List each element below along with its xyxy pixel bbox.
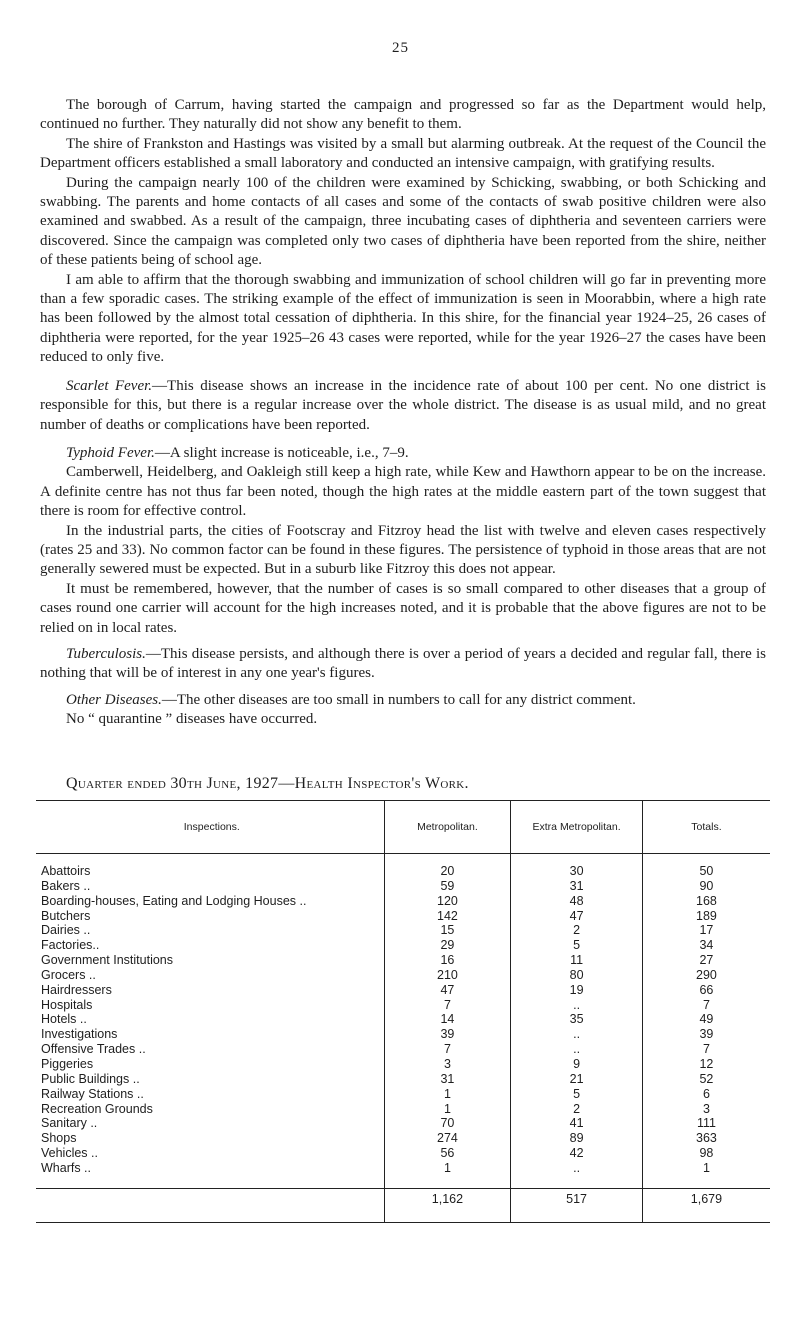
page-number: 25 (392, 40, 409, 56)
scarlet-fever-text: —This disease shows an increase in the incidence rate of about 100 per cent. No one district is responsible for this, but there is a regular increase over the whole district. The disease is as usual mild, and no great number of deaths or complications have been reported. (40, 377, 766, 433)
row-extra-metropolitan: 30 (511, 864, 643, 879)
table-row (36, 1116, 770, 1131)
table-row (36, 938, 770, 953)
heading-other-diseases: Other Diseases. (66, 691, 162, 708)
row-total: 168 (642, 894, 770, 909)
row-extra-metropolitan: .. (511, 1027, 643, 1042)
paragraph-carrum: The borough of Carrum, having started the campaign and progressed so far as the Department would help, continued no further. They naturally did not show any benefit to them. (40, 97, 766, 133)
row-extra-metropolitan: .. (511, 998, 643, 1013)
row-metropolitan: 1 (384, 1161, 511, 1176)
grand-total: 1,679 (642, 1188, 770, 1222)
row-metropolitan: 1 (384, 1102, 511, 1117)
totals-label (36, 1188, 384, 1222)
header-extra-metropolitan: Extra Metropolitan. (511, 801, 643, 854)
row-extra-metropolitan: 11 (511, 953, 643, 968)
row-total: 17 (642, 923, 770, 938)
row-name: Hospitals (41, 997, 93, 1012)
paragraph-frankston: The shire of Frankston and Hastings was visited by a small but alarming outbreak. At the request of the Council the Department officers established a small laboratory and conducted an intensive campaign, with gratifying results. (40, 135, 766, 172)
row-metropolitan: 7 (384, 998, 511, 1013)
row-extra-metropolitan: 42 (511, 1146, 643, 1161)
row-extra-metropolitan: 9 (511, 1057, 643, 1072)
row-extra-metropolitan: 35 (511, 1012, 643, 1027)
row-extra-metropolitan: 5 (511, 938, 643, 953)
row-total: 12 (642, 1057, 770, 1072)
row-total: 66 (642, 983, 770, 998)
heading-scarlet-fever: Scarlet Fever. (66, 377, 153, 394)
typhoid-fever-text: —A slight increase is noticeable, i.e., 7–9. (154, 444, 409, 461)
row-total: 50 (642, 864, 770, 879)
row-total: 98 (642, 1146, 770, 1161)
row-metropolitan: 7 (384, 1042, 511, 1057)
row-metropolitan: 120 (384, 894, 511, 909)
row-extra-metropolitan: 19 (511, 983, 643, 998)
table-row (36, 968, 770, 983)
row-total: 111 (642, 1116, 770, 1131)
table-row (36, 879, 770, 894)
table-caption-text: Quarter ended 30th June, 1927—Health Inspector's Work. (66, 775, 469, 792)
header-inspections: Inspections. (36, 801, 384, 854)
row-name: Hairdressers (41, 982, 112, 997)
row-name: Government Institutions (41, 953, 174, 968)
paragraph-typhoid-fever (40, 444, 766, 463)
row-name: Abattoirs (41, 864, 91, 878)
row-extra-metropolitan: 89 (511, 1131, 643, 1146)
table-header-row (36, 801, 770, 854)
totals-row (36, 1188, 770, 1222)
row-name: Bakers .. (41, 878, 91, 893)
row-metropolitan: 1 (384, 1087, 511, 1102)
paragraph-camberwell: Camberwell, Heidelberg, and Oakleigh still keep a high rate, while Kew and Hawthorn appear to be on the increase. A definite centre has not thus far been noted, though the high rates at the middle eastern part of the town suggest that there is room for effective control. (40, 464, 766, 520)
row-name: Factories.. (41, 938, 100, 953)
table-row (36, 1057, 770, 1072)
table-row (36, 894, 770, 909)
row-name: Investigations (41, 1027, 118, 1042)
body-text (40, 96, 766, 730)
table-row (36, 1146, 770, 1161)
tuberculosis-text: —This disease persists, and although there is over a period of years a decided and regular fall, there is nothing that will be of interest in any one year's figures. (40, 645, 766, 682)
paragraph-campaign: During the campaign nearly 100 of the children were examined by Schicking, swabbing, or both Schicking and swabbing. The parents and home contacts of all cases and some of the contacts of swab positive children were also examined and swabbed. As a result of the campaign, three incubating cases of diphtheria and seventeen carriers were discovered. Since the campaign was completed only two cases of diphtheria have been reported from the shire, neither of these patients being of school age. (40, 174, 766, 269)
row-total: 39 (642, 1027, 770, 1042)
table-row (36, 923, 770, 938)
table-body (36, 854, 770, 1222)
row-metropolitan: 70 (384, 1116, 511, 1131)
table-caption (66, 775, 766, 793)
row-extra-metropolitan: 47 (511, 909, 643, 924)
table-row (36, 953, 770, 968)
paragraph-carrier: It must be remembered, however, that the number of cases is so small compared to other diseases that a group of cases round one carrier will account for the high increases noted, and it is probable that the above figures are not to be relied on in local rates. (40, 580, 766, 636)
table-row (36, 1012, 770, 1027)
row-total: 6 (642, 1087, 770, 1102)
row-metropolitan: 31 (384, 1072, 511, 1087)
row-name: Butchers (41, 908, 91, 923)
row-name: Hotels .. (41, 1012, 87, 1027)
table-row (36, 1161, 770, 1176)
paragraph-scarlet-fever (40, 377, 766, 435)
total-metropolitan: 1,162 (384, 1188, 511, 1222)
row-name: Wharfs .. (41, 1160, 92, 1175)
row-total: 27 (642, 953, 770, 968)
row-metropolitan: 142 (384, 909, 511, 924)
row-extra-metropolitan: 2 (511, 923, 643, 938)
paragraph-industrial: In the industrial parts, the cities of Footscray and Fitzroy head the list with twelve and eleven cases respectively (rates 25 and 33). No common factor can be found in these figures. The persistence of typhoid in those areas that are not generally sewered must be expected. But in a suburb like Fitzroy this does not appear. (40, 522, 766, 578)
row-name: Public Buildings .. (41, 1071, 140, 1086)
header-totals: Totals. (642, 801, 770, 854)
inspections-table (36, 800, 770, 1223)
row-metropolitan: 29 (384, 938, 511, 953)
row-name: Vehicles .. (41, 1146, 98, 1161)
spacer-row (36, 854, 770, 865)
row-extra-metropolitan: 48 (511, 894, 643, 909)
row-extra-metropolitan: 31 (511, 879, 643, 894)
table-row (36, 909, 770, 924)
row-metropolitan: 56 (384, 1146, 511, 1161)
table-row (36, 1087, 770, 1102)
row-name: Piggeries (41, 1056, 94, 1071)
table-row (36, 864, 770, 879)
row-name: Shops (41, 1131, 77, 1146)
row-name: Grocers .. (41, 967, 96, 982)
row-total: 49 (642, 1012, 770, 1027)
table-row (36, 1027, 770, 1042)
total-extra-metropolitan: 517 (511, 1188, 643, 1222)
spacer-row (36, 1176, 770, 1189)
row-total: 1 (642, 1161, 770, 1176)
row-extra-metropolitan: 80 (511, 968, 643, 983)
row-total: 3 (642, 1102, 770, 1117)
row-total: 7 (642, 1042, 770, 1057)
inspections-table-grid (36, 801, 770, 1222)
row-metropolitan: 47 (384, 983, 511, 998)
row-metropolitan: 16 (384, 953, 511, 968)
row-metropolitan: 14 (384, 1012, 511, 1027)
paragraph-quarantine: No “ quarantine ” diseases have occurred. (66, 711, 318, 728)
row-metropolitan: 210 (384, 968, 511, 983)
row-extra-metropolitan: 21 (511, 1072, 643, 1087)
row-metropolitan: 15 (384, 923, 511, 938)
heading-typhoid-fever: Typhoid Fever. (66, 444, 155, 461)
paragraph-other-diseases (40, 691, 766, 710)
row-total: 90 (642, 879, 770, 894)
table-row (36, 1131, 770, 1146)
row-name: Dairies .. (41, 923, 91, 938)
table-row (36, 1102, 770, 1117)
row-extra-metropolitan: 2 (511, 1102, 643, 1117)
row-metropolitan: 20 (384, 864, 511, 879)
row-total: 290 (642, 968, 770, 983)
paragraph-immunization: I am able to affirm that the thorough swabbing and immunization of school children will go far in preventing more than a few sporadic cases. The striking example of the effect of immunization is seen in Moorabbin, where a high rate has been followed by the almost total cessation of diphtheria. In this shire, for the financial year 1924–25, 26 cases of diphtheria were reported, for the year 1925–26 43 cases were reported, while for the year 1926–27 the cases have been reduced to only five. (40, 271, 766, 366)
row-extra-metropolitan: 5 (511, 1087, 643, 1102)
row-extra-metropolitan: .. (511, 1161, 643, 1176)
other-diseases-text: —The other diseases are too small in numbers to call for any district comment. (161, 691, 636, 708)
row-name: Offensive Trades .. (41, 1042, 146, 1057)
row-metropolitan: 3 (384, 1057, 511, 1072)
header-metropolitan: Metropolitan. (384, 801, 511, 854)
row-total: 52 (642, 1072, 770, 1087)
row-metropolitan: 59 (384, 879, 511, 894)
row-name: Sanitary .. (41, 1116, 98, 1131)
row-total: 363 (642, 1131, 770, 1146)
row-name: Railway Stations .. (41, 1086, 144, 1101)
row-extra-metropolitan: 41 (511, 1116, 643, 1131)
row-total: 189 (642, 909, 770, 924)
row-total: 34 (642, 938, 770, 953)
row-metropolitan: 274 (384, 1131, 511, 1146)
row-metropolitan: 39 (384, 1027, 511, 1042)
table-row (36, 1072, 770, 1087)
row-extra-metropolitan: .. (511, 1042, 643, 1057)
heading-tuberculosis: Tuberculosis. (66, 645, 146, 662)
row-name: Recreation Grounds (41, 1101, 153, 1116)
row-name: Boarding-houses, Eating and Lodging Houses .. (41, 893, 307, 908)
row-total: 7 (642, 998, 770, 1013)
table-row (36, 998, 770, 1013)
paragraph-tuberculosis (40, 645, 766, 684)
table-row (36, 1042, 770, 1057)
table-row (36, 983, 770, 998)
